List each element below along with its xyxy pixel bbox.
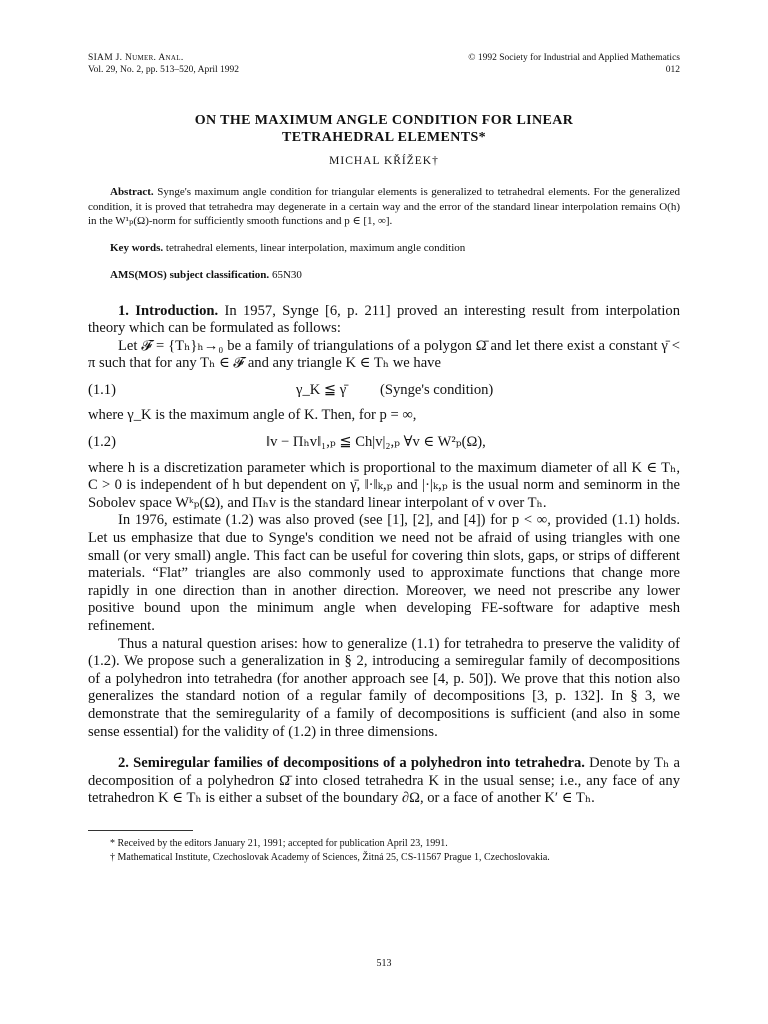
title-line-1: ON THE MAXIMUM ANGLE CONDITION FOR LINEAR	[194, 113, 574, 128]
intro-paragraph-1: 1. Introduction. In 1957, Synge [6, p. 211] proved an interesting result from interpolation theory which can be formulated as follows:	[88, 302, 681, 337]
abstract-text: Synge's maximum angle condition for triangular elements is generalized to tetrahedral elements. For the generalized condition, it is proved that tetrahedra may degenerate in a certain way and the error of the standard linear interpolation remains O(h) in the W¹ₚ(Ω)-norm for sufficiently smooth functions and p ∈ [1, ∞].	[88, 186, 680, 227]
equation-number: (1.2)	[88, 434, 116, 451]
intro-paragraph-6: Thus a natural question arises: how to generalize (1.1) for tetrahedra to preserve the validity of (1.2). We propose such a generalization in § 2, introducing a semiregular family of decompositions of a polyhedron into tetrahedra (for another approach see [4, p. 50]). We prove that this notion also generalizes the standard notion of a regular family of decompositions [3, p. 132]. In § 3, we demonstrate that the semiregularity of a family of decompositions is sufficient (and also in some sense essential) for the validity of (1.2) in three dimensions.	[88, 635, 680, 740]
journal-info	[88, 52, 239, 76]
footnote-received: * Received by the editors January 21, 1991; accepted for publication April 23, 1991.	[110, 837, 448, 849]
equation-1-2	[88, 434, 680, 452]
equation-body: γ_K ≦ γ̄	[296, 381, 347, 398]
copyright-text: © 1992 Society for Industrial and Applied Mathematics	[468, 53, 680, 63]
equation-note: (Synge's condition)	[380, 381, 494, 398]
footnote-affiliation: † Mathematical Institute, Czechoslovak Academy of Sciences, Žitná 25, CS-11567 Prague 1, Czechoslovakia.	[110, 851, 550, 863]
equation-1-1	[88, 382, 680, 400]
intro-paragraph-4: where h is a discretization parameter which is proportional to the maximum diameter of all K ∈ Tₕ, C > 0 is independent of h but dependent on γ̄, ‖·‖ₖ,ₚ and |·|ₖ,ₚ is the usual norm and seminorm in the Sobolev space Wᵏₚ(Ω), and Πₕv is the standard linear interpolant of v over Tₕ.	[88, 459, 680, 511]
equation-body: ‖v − Πₕv‖₁,ₚ ≦ Ch|v|₂,ₚ ∀v ∈ W²ₚ(Ω),	[266, 434, 486, 451]
keywords-label: Key words.	[110, 241, 164, 254]
author-name: MICHAL KŘÍŽEK†	[329, 155, 439, 167]
ams-code: 65N30	[269, 268, 302, 281]
equation-number: (1.1)	[88, 381, 116, 398]
ams-label: AMS(MOS) subject classification.	[110, 268, 270, 281]
paper-page	[88, 52, 680, 864]
section-1-heading: 1. Introduction.	[118, 302, 219, 319]
copyright-info	[468, 52, 680, 76]
abstract-label: Abstract.	[110, 186, 154, 198]
footnote-rule	[88, 830, 193, 831]
intro-paragraph-2: Let 𝓕 = {Tₕ}ₕ→₀ be a family of triangulations of a polygon Ω̄ and let there exist a constant γ̄ < π such that for any Tₕ ∈ 𝓕 and any triangle K ∈ Tₕ we have	[88, 337, 680, 372]
abstract	[88, 185, 680, 229]
section-semiregular	[88, 755, 680, 808]
journal-name: SIAM J. Numer. Anal.	[88, 53, 184, 63]
title-line-2: TETRAHEDRAL ELEMENTS*	[281, 130, 487, 145]
section-introduction	[88, 303, 680, 742]
page-number: 513	[376, 958, 392, 969]
section-2-heading: 2. Semiregular families of decompositions of a polyhedron into tetrahedra.	[118, 755, 585, 772]
volume-info: Vol. 29, No. 2, pp. 513–520, April 1992	[88, 65, 240, 75]
article-code: 012	[665, 65, 680, 75]
section-2-paragraph: 2. Semiregular families of decompositions of a polyhedron into tetrahedra. Denote by Tₕ a decomposition of a polyhedron Ω̄ into closed tetrahedra K in the usual sense; i.e., any face of any tetrahedron K ∈ Tₕ is either a subset of the boundary ∂Ω, or a face of another K′ ∈ Tₕ.	[88, 755, 680, 807]
keywords-text: tetrahedral elements, linear interpolation, maximum angle condition	[163, 241, 466, 254]
intro-paragraph-5: In 1976, estimate (1.2) was also proved (see [1], [2], and [4]) for p < ∞, provided (1.1) holds. Let us emphasize that due to Synge's condition we need not be afraid of using triangles with one small (or very small) angle. This fact can be useful for covering thin slots, gaps, or strips of different materials. “Flat” triangles are also commonly used to approximate functions that change more rapidly in one direction than in another direction. Moreover, we need not prescribe any lower positive bound upon the minimum angle when developing FE-software for adaptive mesh refinement.	[88, 512, 680, 634]
keywords	[88, 241, 680, 255]
intro-paragraph-3: where γ_K is the maximum angle of K. Then, for p = ∞,	[88, 407, 417, 424]
paper-title	[88, 112, 680, 146]
running-header	[88, 52, 680, 76]
ams-classification	[88, 268, 680, 282]
